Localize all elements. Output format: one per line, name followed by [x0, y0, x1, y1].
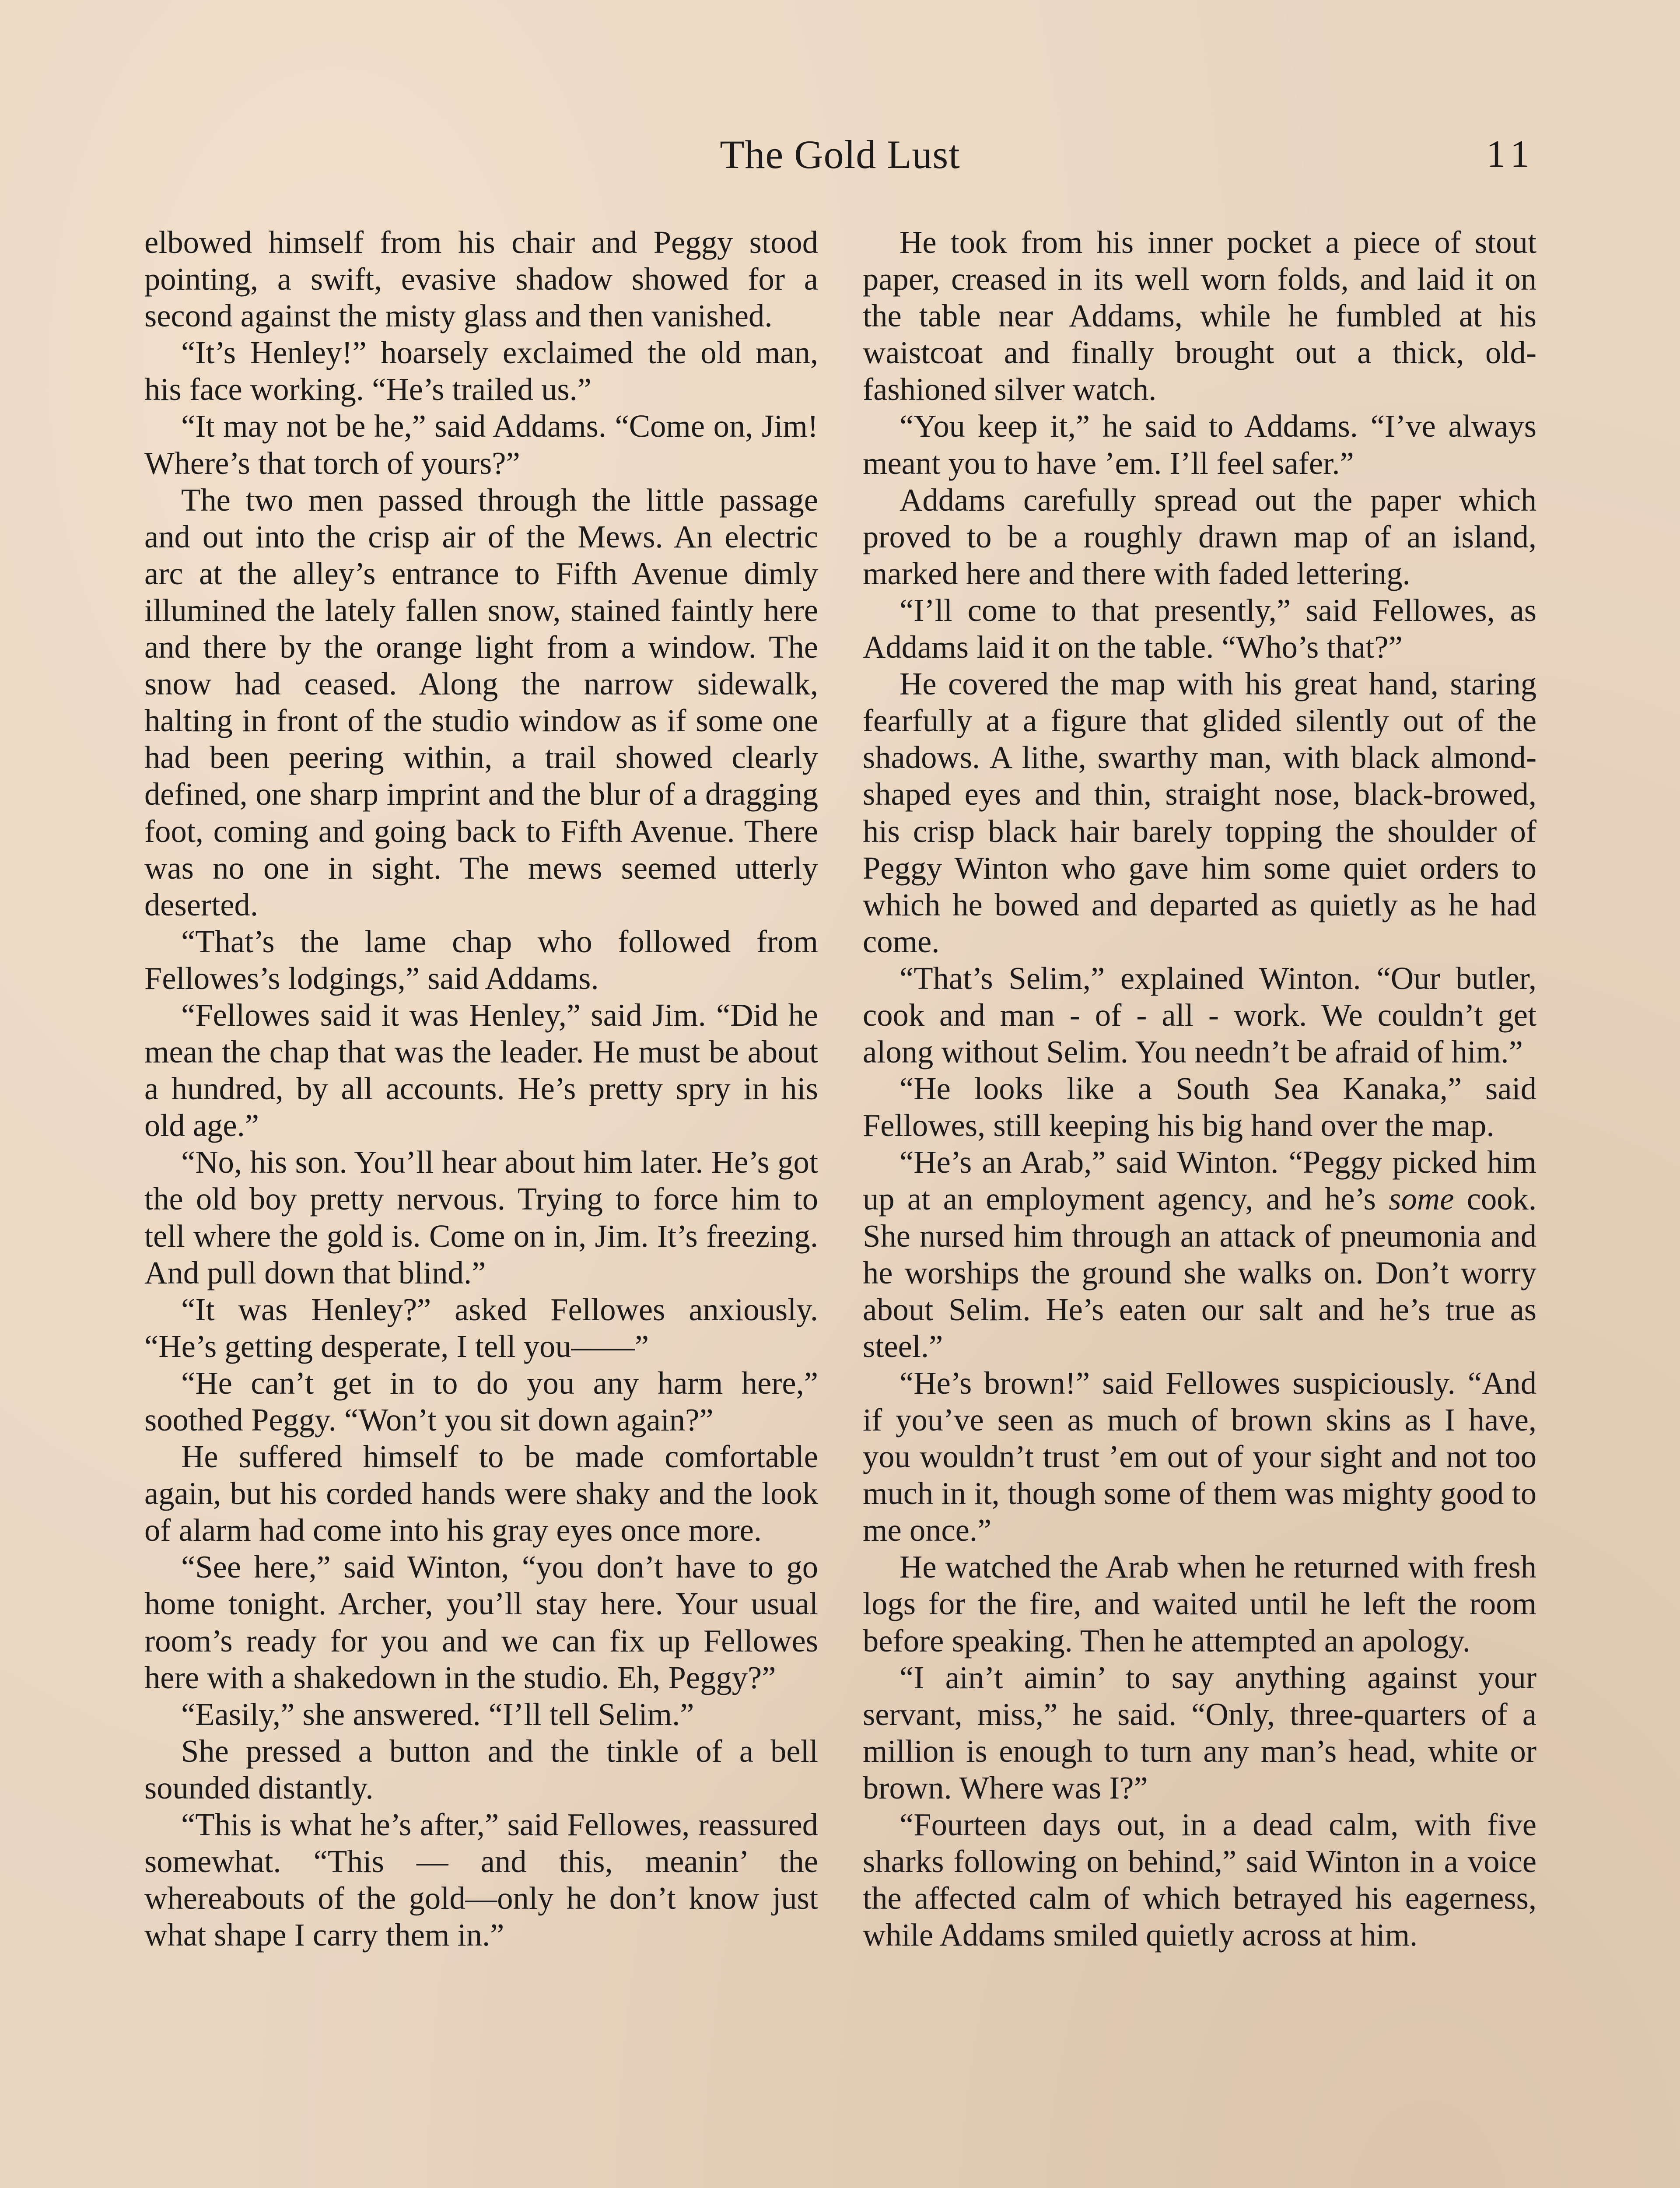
paragraph: He took from his inner pocket a piece of stout paper, creased in its well worn folds, and laid it on the table near Addams, while he fumbled at his waistcoat and finally brought out a thick, old-fashioned silver watch.	[863, 224, 1536, 407]
paragraph: “Fellowes said it was Henley,” said Jim. “Did he mean the chap that was the leader. He must be about a hundred, by all accounts. He’s pretty spry in his old age.”	[144, 997, 818, 1143]
paragraph: Addams carefully spread out the paper which proved to be a roughly drawn map of an island, marked here and there with faded lettering.	[863, 482, 1536, 591]
paragraph: “You keep it,” he said to Addams. “I’ve always meant you to have ’em. I’ll feel safer.”	[863, 408, 1536, 481]
paragraph: “Easily,” she answered. “I’ll tell Selim.”	[181, 1696, 694, 1732]
paragraph: “That’s Selim,” explained Winton. “Our butler, cook and man - of - all - work. We couldn’t get along without Selim. You needn’t be afraid of him.”	[863, 960, 1536, 1070]
paragraph: She pressed a button and the tinkle of a bell sounded distantly.	[144, 1733, 818, 1806]
paragraph: The two men passed through the little passage and out into the crisp air of the Mews. An electric arc at the alley’s entrance to Fifth Avenue dimly illumined the lately fallen snow, stained faintly here and there by the orange light from a window. The snow had ceased. Along the narrow sidewalk, halting in front of the studio window as if some one had been peering within, a trail showed clearly defined, one sharp imprint and the blur of a dragging foot, coming and going back to Fifth Avenue. There was no one in sight. The mews seemed utterly deserted.	[144, 482, 818, 922]
paragraph: He covered the map with his great hand, staring fearfully at a figure that glided silently out of the shadows. A lithe, swarthy man, with black almond-shaped eyes and thin, straight nose, black-browed, his crisp black hair barely topping the shoulder of Peggy Winton who gave him some quiet orders to which he bowed and departed as quietly as he had come.	[863, 666, 1536, 959]
paragraph: elbowed himself from his chair and Peggy stood pointing, a swift, evasive shadow showed for a second against the misty glass and then vanished.	[144, 224, 818, 334]
paragraph: “It may not be he,” said Addams. “Come on, Jim! Where’s that torch of yours?”	[144, 408, 818, 481]
paragraph: “It’s Henley!” hoarsely exclaimed the old man, his face working. “He’s trailed us.”	[144, 335, 818, 407]
paragraph: He suffered himself to be made comfortable again, but his corded hands were shaky and the look of alarm had come into his gray eyes once more.	[144, 1439, 818, 1548]
emphasized-word: some	[1389, 1181, 1454, 1217]
text-run: “He’s an Arab,” said Winton. “Peggy picked him up at an employment agency, and he’s	[863, 1144, 1536, 1217]
paragraph: “See here,” said Winton, “you don’t have to go home tonight. Archer, you’ll stay here. Your usual room’s ready for you and we can fix up Fellowes here with a shakedown in the studio. Eh, Peggy?”	[144, 1549, 818, 1695]
paragraph: “Fourteen days out, in a dead calm, with five sharks following on behind,” said Winton in a voice the affected calm of which betrayed his eagerness, while Addams smiled quietly across at him.	[863, 1807, 1536, 1953]
page-title: The Gold Lust	[720, 132, 960, 177]
paragraph: “This is what he’s after,” said Fellowes, reassured somewhat. “This — and this, meanin’ the whereabouts of the gold—only he don’t know just what shape I carry them in.”	[144, 1807, 818, 1953]
page-number: 11	[1486, 133, 1536, 175]
paragraph: “I’ll come to that presently,” said Fellowes, as Addams laid it on the table. “Who’s that?”	[863, 592, 1536, 665]
paragraph: “He can’t get in to do you any harm here,” soothed Peggy. “Won’t you sit down again?”	[144, 1365, 818, 1438]
paragraph: “It was Henley?” asked Fellowes anxiously. “He’s getting desperate, I tell you——”	[144, 1291, 818, 1364]
paragraph: “He’s brown!” said Fellowes suspiciously. “And if you’ve seen as much of brown skins as I have, you wouldn’t trust ’em out of your sight and not too much in it, though some of them was mighty good to me once.”	[863, 1365, 1536, 1548]
paragraph: “No, his son. You’ll hear about him later. He’s got the old boy pretty nervous. Trying to force him to tell where the gold is. Come on in, Jim. It’s freezing. And pull down that blind.”	[144, 1144, 818, 1290]
paragraph: “That’s the lame chap who followed from Fellowes’s lodgings,” said Addams.	[144, 923, 818, 996]
text-run: cook. She nursed him through an attack of pneumonia and he worships the ground she walks on. Don’t worry about Selim. He’s eaten our salt and he’s true as steel.”	[863, 1181, 1536, 1364]
paragraph: “He looks like a South Sea Kanaka,” said Fellowes, still keeping his big hand over the map.	[863, 1071, 1536, 1143]
paragraph: He watched the Arab when he returned with fresh logs for the fire, and waited until he left the room before speaking. Then he attempted an apology.	[863, 1549, 1536, 1659]
left-column	[144, 224, 818, 1953]
paragraph: “I ain’t aimin’ to say anything against your servant, miss,” he said. “Only, three-quarters of a million is enough to turn any man’s head, white or brown. Where was I?”	[863, 1659, 1536, 1806]
right-column	[863, 224, 1536, 1953]
running-header	[0, 131, 1680, 193]
paragraph	[863, 1144, 1536, 1365]
